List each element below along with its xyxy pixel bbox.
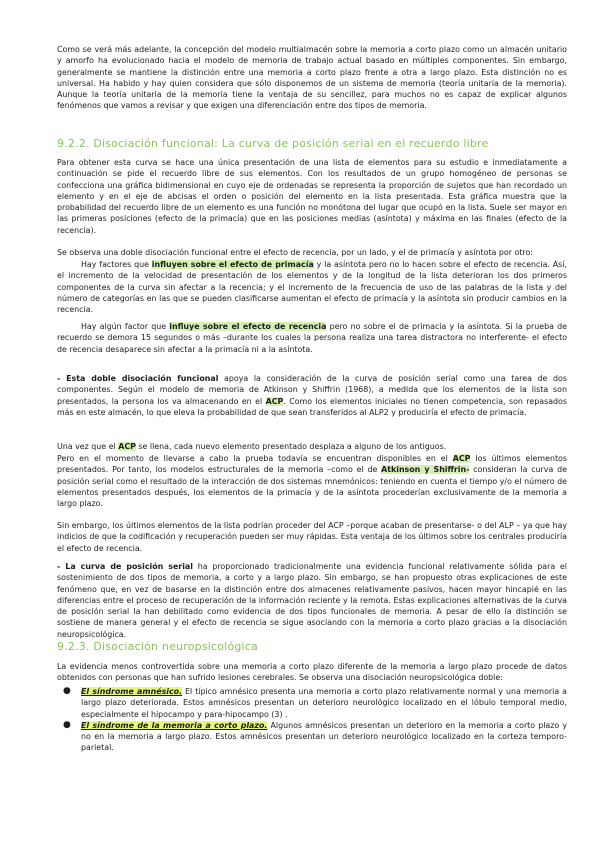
paragraph-double-dissociation: Se observa una doble disociación funcional entre el efecto de recencia, por un lado, y el de primacía y asíntota por otro: — [57, 248, 533, 257]
paragraph-last-elements: Sin embargo, los últimos elementos de la lista podrían proceder del ACP –porque acaban de presentarse- o del ALP – ya que hay indicios de que la codificación y recuperación pueden ser muy rápidas. Esta ventaja de los últimos sobre los centrales produciría el efecto de recencia. — [57, 521, 567, 553]
syndrome-list — [57, 686, 567, 754]
paragraph-primacy-factors: Hay factores que influyen sobre el efecto de primacía y la asíntota pero no lo hacen sobre el efecto de recencia. Así, el incremento de la velocidad de presentación de los elementos y de la longitud de la lista deterioran los dos primeros componentes de la curva sin afectar a la recencia; y el incremento de la frecuencia de uso de las palabras de la lista y del número de categorías en las que se pueden clasificarse aumentan el efecto de primacía y la asíntota sin producir cambios en la recencia. — [57, 260, 567, 315]
section-heading-9-2-2: 9.2.2. Disociación funcional: La curva de posición serial en el recuerdo libre — [57, 137, 489, 150]
bullet-icon: ● — [63, 719, 71, 730]
highlight-amnesic-syndrome: El síndrome amnésico. — [81, 687, 183, 696]
highlight-acp-2: ACP — [118, 442, 136, 451]
paragraph-recency-factors: Hay algún factor que influye sobre el efecto de recencia pero no sobre el de primacía y la asíntota. Si la prueba de recuerdo se demora 15 segundos o más –durante los cuales la persona realiza una tarea distractora no interferente- el efecto de recencia desaparece sin afectar a la primacía ni a la asíntota. — [57, 322, 567, 354]
highlight-acp: ACP — [265, 396, 284, 406]
paragraph-serial-position-curve: - La curva de posición serial ha proporcionado tradicionalmente una evidencia funcional relativamente sólida para el sostenimiento de dos tipos de memoria, a corto y a largo plazo. Sin embargo, se han propuesto otras explicaciones de este fenómeno que, en vez de basarse en la distinción entre dos almacenes relativamente pasivos, hacen mayor hincapié en las diferencias entre el proceso de recuperación de la información reciente y la remota. Estas explicaciones alternativas de la curva de posición serial la han debilitado como evidencia de dos tipos funcionales de memoria. A pesar de ello la distinción se sostiene de manera general y el efecto de recencia se sigue asociando con la memoria a corto plazo gracias a la disociación neuropsicológica. — [57, 562, 567, 639]
highlight-recency: influye sobre el efecto de recencia — [169, 322, 327, 331]
highlight-atkinson-shiffrin: Atkinson y Shiffrin- — [381, 465, 470, 475]
paragraph-curve-description: Para obtener esta curva se hace una única presentación de una lista de elementos para su estudio e inmediatamente a continuación se pide el recuerdo libre de sus elementos. Con los resultados de un grupo homogéneo de personas se confecciona una gráfica bidimensional en cuyo eje de ordenadas se representa la proporción de sujetos que han recordado un elemento y en el eje de abcisas el orden o posición del elemento en la lista presentada. Esta gráfica muestra que la probabilidad del recuerdo libre de un elemento es una función no monótona del lugar que ocupó en la lista. Suele ser mayor en las primeras posiciones (efecto de la primacía) que en las posiciones medias (asíntota) y máxima en las finales (efecto de la recencia). — [57, 158, 567, 235]
highlight-acp-3: ACP — [452, 454, 471, 463]
highlight-primacy: influyen sobre el efecto de primacía — [151, 260, 314, 269]
bullet-icon: ● — [63, 686, 71, 696]
paragraph-dissociation-support: - Esta doble disociación funcional apoya la consideración de la curva de posición serial como una tarea de dos componentes. Según el modelo de memoria de Atkinson y Shiffrin (1968), a medida que los elementos de la lista son presentados, la persona los va almacenando en el ACP. Como los elementos iniciales no tienen competencia, son repasados más en este almacén, lo que eleva la probabilidad de que sean transferidos al ALP2 y produciría el efecto de primacía. — [57, 374, 567, 417]
intro-paragraph: Como se verá más adelante, la concepción del modelo multialmacén sobre la memoria a corto plazo como un almacén unitario y amorfo ha evolucionado hacia el modelo de memoria de trabajo actual basado en múltiples componentes. Sin embargo, generalmente se mantiene la distinción entre una memoria a corto plazo frente a otra a largo plazo. Esta distinción no es universal. Ha habido y hay quien considera que sólo disponemos de un sistema de memoria (teoría unitaria de la memoria). Aunque la teoría unitaria de la memoria tiene la ventaja de su sencillez, para muchos no es capaz de explicar algunos fenómenos que vamos a revisar y que exigen una diferenciación entre dos tipos de memoria. — [57, 45, 567, 111]
paragraph-neuropsych-evidence: La evidencia menos controvertida sobre una memoria a corto plazo diferente de la memoria a largo plazo procede de datos obtenidos con personas que han sufrido lesiones cerebrales. Se observa una disociación neuropsicológica doble: — [57, 662, 567, 683]
section-heading-9-2-3: 9.2.3. Disociación neuropsicológica — [57, 640, 258, 653]
paragraph-acp-full: Una vez que el ACP se llena, cada nuevo elemento presentado desplaza a alguno de los antiguos. — [57, 442, 447, 451]
list-item-amnesic-syndrome: ● El síndrome amnésico. El típico amnésico presenta una memoria a corto plazo relativamente normal y una memoria a largo plazo deteriorada. Estos amnésicos presentan un deterioro neurológico localizado en el lóbulo temporal medio, especialmente el hipocampo y para-hipocampo (3) . — [63, 686, 567, 719]
paragraph-structural-models: Pero en el momento de llevarse a cabo la prueba todavía se encuentran disponibles en el ACP los últimos elementos presentados. Por tanto, los modelos estructurales de la memoria –como el de Atkinson y Shiffrin- consideran la curva de posición serial como el resultado de la interacción de dos sistemas mnemónicos: teniendo en cuenta el tiempo y/o el número de elementos presentados después, los elementos de la primacía y de la asíntota procederían exclusivamente de la memoria a largo plazo. — [57, 454, 567, 509]
highlight-stm-syndrome: El síndrome de la memoria a corto plazo. — [81, 720, 268, 730]
list-item-stm-syndrome: ● El síndrome de la memoria a corto plazo. Algunos amnésicos presentan un deterioro en la memoria a corto plazo y no en la memoria a largo plazo. Estos amnésicos presentan un deterioro neurológico localizado en la corteza temporo-parietal. — [63, 719, 567, 753]
